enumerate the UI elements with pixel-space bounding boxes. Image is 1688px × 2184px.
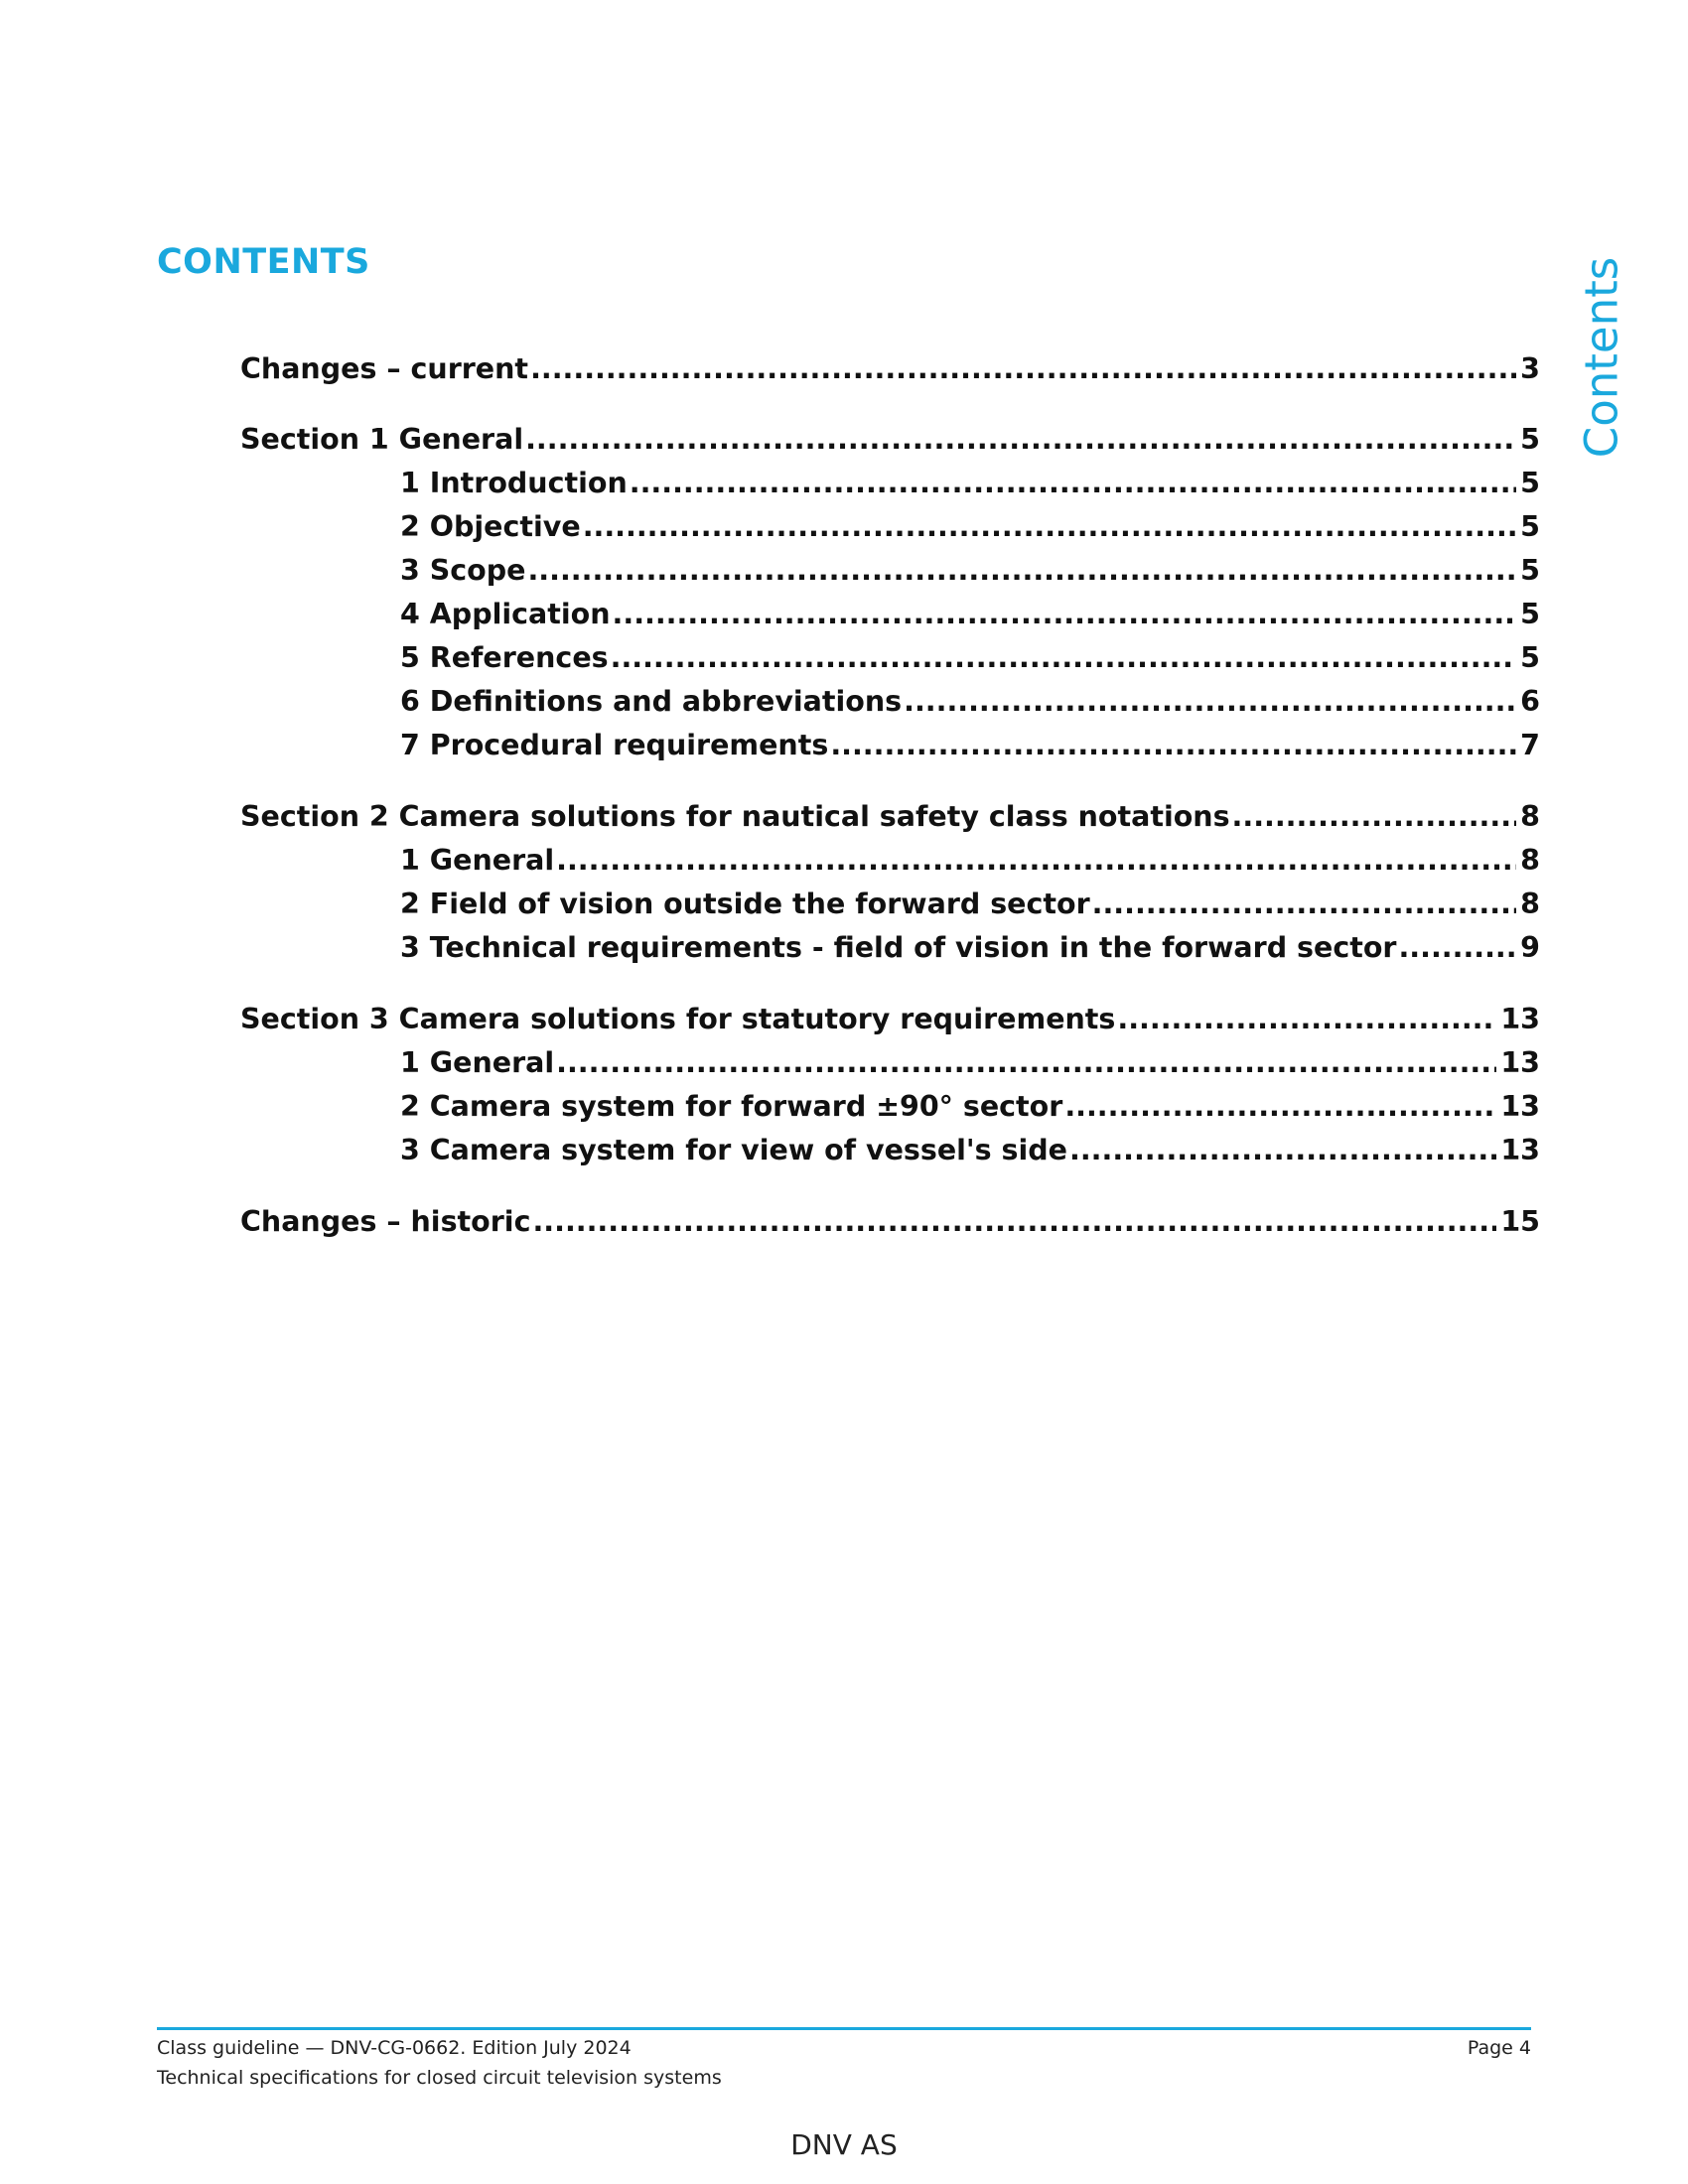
- toc-dot-leader: [556, 843, 1516, 879]
- toc-entry-label: 2 Camera system for forward ±90° sector: [400, 1090, 1063, 1123]
- toc-entry-definitions[interactable]: [400, 684, 1540, 720]
- toc-dot-leader: [525, 422, 1516, 458]
- toc-dot-leader: [1069, 1133, 1496, 1168]
- toc-entry-label: 3 Scope: [400, 554, 526, 587]
- toc-page-number: 5: [1520, 554, 1540, 587]
- toc-entry-label: 1 Introduction: [400, 467, 628, 499]
- toc-page-number: 5: [1520, 467, 1540, 499]
- toc-entry-label: Changes – historic: [240, 1205, 531, 1238]
- toc-entry-scope[interactable]: [400, 553, 1540, 589]
- toc-dot-leader: [532, 1204, 1496, 1240]
- toc-dot-leader: [1232, 799, 1517, 835]
- toc-page-number: 5: [1520, 641, 1540, 674]
- toc-entry-introduction[interactable]: [400, 466, 1540, 501]
- toc-dot-leader: [530, 351, 1516, 387]
- toc-page-number: 13: [1500, 1090, 1540, 1123]
- toc-entry-procedural-requirements[interactable]: [400, 728, 1540, 763]
- toc-dot-leader: [830, 728, 1516, 763]
- toc-entry-camera-forward-sector[interactable]: [400, 1089, 1540, 1125]
- toc-dot-leader: [1064, 1089, 1496, 1125]
- side-tab: [1577, 253, 1626, 462]
- toc-entry-label: 4 Application: [400, 598, 611, 630]
- footer-document-title: Technical specifications for closed circuit television systems: [157, 2067, 722, 2089]
- toc-entry-label: 3 Technical requirements - field of vision in the forward sector: [400, 931, 1397, 964]
- toc-entry-section-2[interactable]: [240, 799, 1540, 835]
- toc-page-number: 13: [1500, 1003, 1540, 1035]
- toc-entry-label: 5 References: [400, 641, 609, 674]
- toc-page-number: 5: [1520, 598, 1540, 630]
- toc-page-number: 8: [1520, 800, 1540, 833]
- toc-dot-leader: [583, 509, 1516, 545]
- toc-entry-camera-vessel-side[interactable]: [400, 1133, 1540, 1168]
- toc-entry-section-1[interactable]: [240, 422, 1540, 458]
- toc-dot-leader: [527, 553, 1516, 589]
- toc-entry-label: Changes – current: [240, 352, 529, 385]
- toc-page-number: 9: [1520, 931, 1540, 964]
- page-title: CONTENTS: [157, 242, 370, 282]
- toc-entry-references[interactable]: [400, 640, 1540, 676]
- toc-page-number: 15: [1500, 1205, 1540, 1238]
- toc-page-number: 6: [1520, 685, 1540, 718]
- toc-entry-label: 7 Procedural requirements: [400, 729, 829, 761]
- publisher-name: DNV AS: [790, 2128, 898, 2161]
- toc-page-number: 5: [1520, 423, 1540, 456]
- toc-dot-leader: [1117, 1002, 1496, 1037]
- toc-entry-objective[interactable]: [400, 509, 1540, 545]
- toc-entry-label: 2 Objective: [400, 510, 581, 543]
- footer-divider: [157, 2027, 1531, 2030]
- toc-entry-technical-requirements[interactable]: [400, 930, 1540, 966]
- toc-entry-changes-historic[interactable]: [240, 1204, 1540, 1240]
- toc-entry-changes-current[interactable]: [240, 351, 1540, 387]
- toc-entry-label: Section 3 Camera solutions for statutory requirements: [240, 1003, 1116, 1035]
- toc-page-number: 8: [1520, 887, 1540, 920]
- footer-page-number: Page 4: [1467, 2037, 1531, 2059]
- toc-page-number: 13: [1500, 1134, 1540, 1166]
- toc-entry-s3-general[interactable]: [400, 1045, 1540, 1081]
- toc-entry-section-3[interactable]: [240, 1002, 1540, 1037]
- toc-dot-leader: [556, 1045, 1496, 1081]
- toc-dot-leader: [613, 597, 1517, 632]
- toc-dot-leader: [904, 684, 1516, 720]
- toc-entry-label: 1 General: [400, 844, 555, 877]
- side-tab-label: Contents: [1575, 256, 1628, 459]
- toc-entry-application[interactable]: [400, 597, 1540, 632]
- toc-page-number: 3: [1520, 352, 1540, 385]
- toc-page-number: 8: [1520, 844, 1540, 877]
- toc-page-number: 13: [1500, 1046, 1540, 1079]
- toc-entry-label: Section 2 Camera solutions for nautical safety class notations: [240, 800, 1230, 833]
- toc-entry-label: 6 Definitions and abbreviations: [400, 685, 903, 718]
- footer-document-id: Class guideline — DNV-CG-0662. Edition July 2024: [157, 2037, 632, 2059]
- toc-entry-label: 3 Camera system for view of vessel's side: [400, 1134, 1068, 1166]
- toc-dot-leader: [611, 640, 1517, 676]
- toc-dot-leader: [1398, 930, 1516, 966]
- toc-dot-leader: [1092, 887, 1517, 922]
- toc-page-number: 5: [1520, 510, 1540, 543]
- toc-page-number: 7: [1520, 729, 1540, 761]
- toc-entry-label: 2 Field of vision outside the forward sector: [400, 887, 1090, 920]
- toc-entry-label: Section 1 General: [240, 423, 524, 456]
- toc-entry-s2-general[interactable]: [400, 843, 1540, 879]
- toc-entry-field-of-vision-outside[interactable]: [400, 887, 1540, 922]
- toc-dot-leader: [630, 466, 1516, 501]
- toc-entry-label: 1 General: [400, 1046, 555, 1079]
